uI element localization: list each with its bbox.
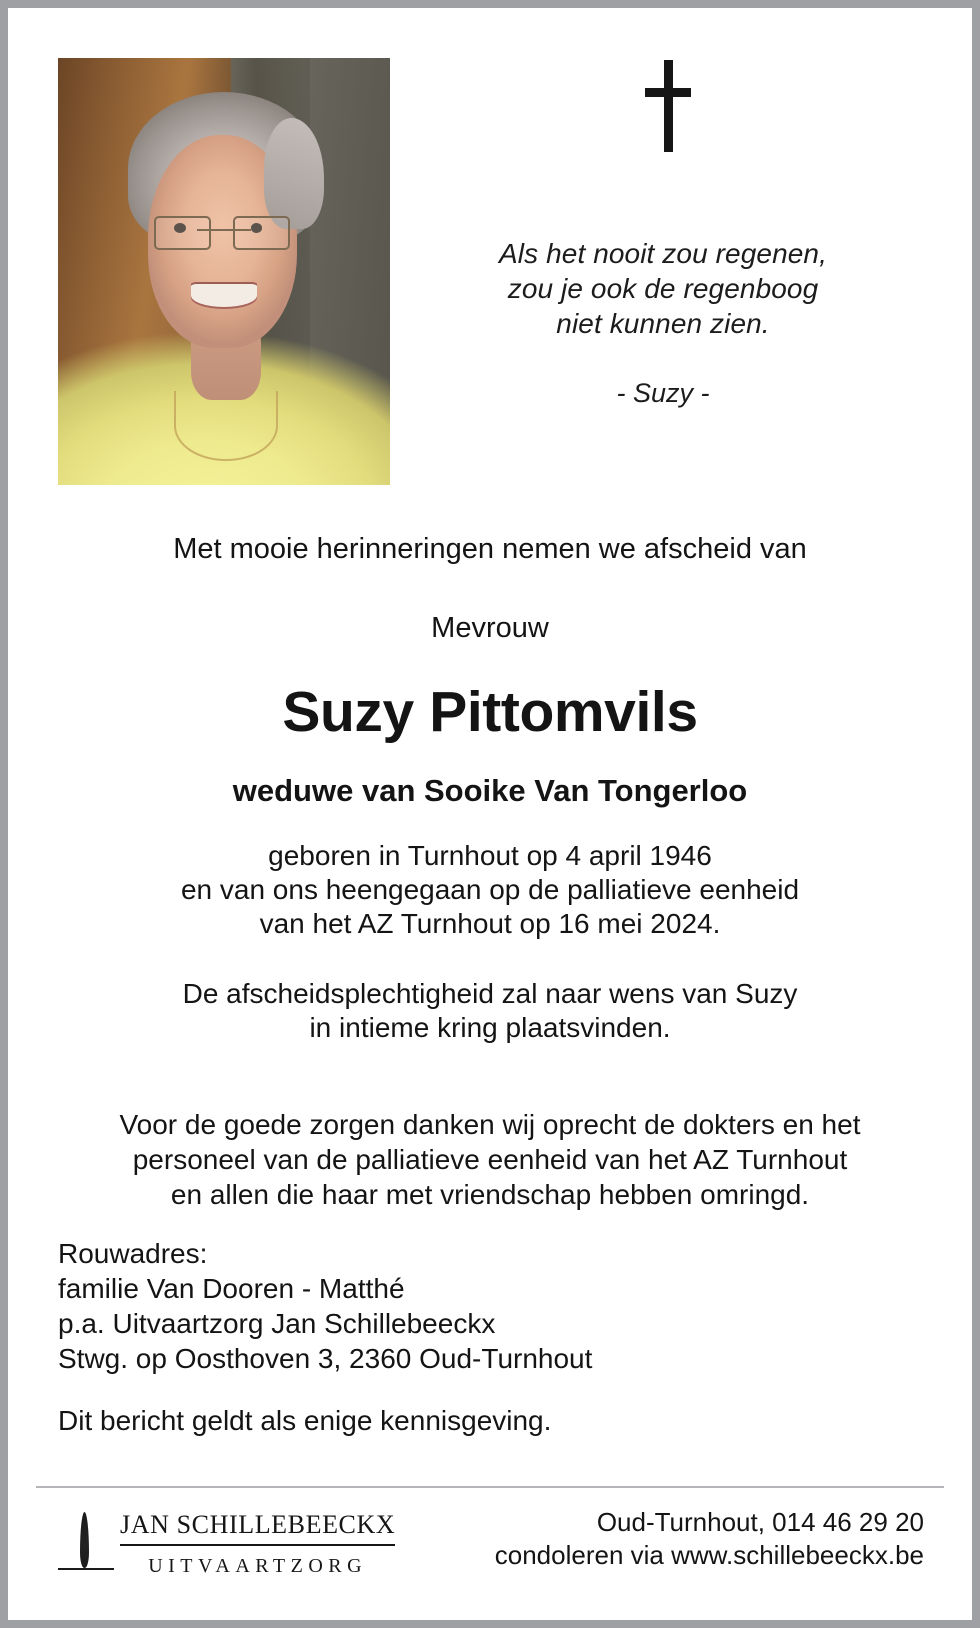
ceremony-info: [8, 977, 972, 1045]
photo-necklace: [174, 391, 278, 461]
single-notice-text: Dit bericht geldt als enige kennisgeving.: [58, 1405, 552, 1436]
ceremony-line-2: in intieme kring plaatsvinden.: [309, 1012, 671, 1043]
photo-glasses-lens-left: [154, 216, 211, 250]
funeral-home-wordmark: [120, 1504, 395, 1578]
footer-contact: [495, 1506, 924, 1572]
cross-vertical-bar: [664, 60, 673, 152]
mourning-address-label: Rouwadres:: [58, 1238, 208, 1269]
life-dates-line-1: geboren in Turnhout op 4 april 1946: [268, 840, 712, 871]
spouse-relation: weduwe van Sooike Van Tongerloo: [232, 773, 748, 808]
funeral-home-name: JAN SCHILLEBEECKX: [120, 1510, 395, 1546]
deceased-name: Suzy Pittomvils: [282, 680, 698, 744]
card-footer: [8, 1500, 972, 1590]
announcement-body: [8, 498, 972, 1212]
life-dates-line-3: van het AZ Turnhout op 16 mei 2024.: [259, 908, 721, 939]
life-dates-line-2: en van ons heengegaan op de palliatieve eenheid: [180, 874, 800, 905]
candle-flame-shape: [80, 1512, 89, 1568]
ceremony-line-1: De afscheidsplechtigheid zal naar wens van Suzy: [182, 978, 798, 1009]
photo-glasses: [154, 216, 290, 250]
funeral-home-branding: [58, 1504, 395, 1578]
mourning-address-line-1: familie Van Dooren - Matthé: [58, 1273, 405, 1304]
footer-divider: [36, 1486, 944, 1488]
thanks-line-2: personeel van de palliatieve eenheid van het AZ Turnhout: [132, 1144, 848, 1175]
latin-cross-icon: [645, 60, 691, 152]
thanks-line-3: en allen die haar met vriendschap hebben omringd.: [170, 1179, 810, 1210]
memorial-card: [8, 8, 972, 1620]
quote-line-3: niet kunnen zien.: [556, 308, 770, 339]
candle-flame-icon: [58, 1504, 114, 1576]
memorial-quote: [428, 236, 898, 410]
candle-base-line: [58, 1568, 114, 1570]
mourning-address: [58, 1236, 758, 1376]
thanks-line-1: Voor de goede zorgen danken wij oprecht de dokters en het: [119, 1109, 861, 1140]
footer-contact-line-1: Oud-Turnhout, 014 46 29 20: [596, 1507, 924, 1537]
footer-contact-line-2: condoleren via www.schillebeeckx.be: [494, 1540, 924, 1570]
announcement-intro: Met mooie herinneringen nemen we afscheid van: [173, 533, 807, 565]
photo-glasses-lens-right: [233, 216, 290, 250]
quote-line-2: zou je ook de regenboog: [507, 273, 819, 304]
announcement-salutation: Mevrouw: [431, 612, 549, 644]
quote-line-1: Als het nooit zou regenen,: [499, 238, 827, 269]
cross-horizontal-bar: [645, 88, 691, 97]
portrait-photo: [58, 58, 390, 485]
photo-glasses-bridge: [197, 229, 250, 231]
mourning-address-line-3: Stwg. op Oosthoven 3, 2360 Oud-Turnhout: [58, 1343, 593, 1374]
mourning-address-line-2: p.a. Uitvaartzorg Jan Schillebeeckx: [58, 1308, 496, 1339]
life-dates: [8, 839, 972, 941]
quote-attribution: - Suzy -: [616, 378, 710, 408]
card-header-area: [8, 8, 972, 488]
funeral-home-tagline: UITVAARTZORG: [148, 1555, 368, 1577]
thanks-message: [8, 1107, 972, 1212]
